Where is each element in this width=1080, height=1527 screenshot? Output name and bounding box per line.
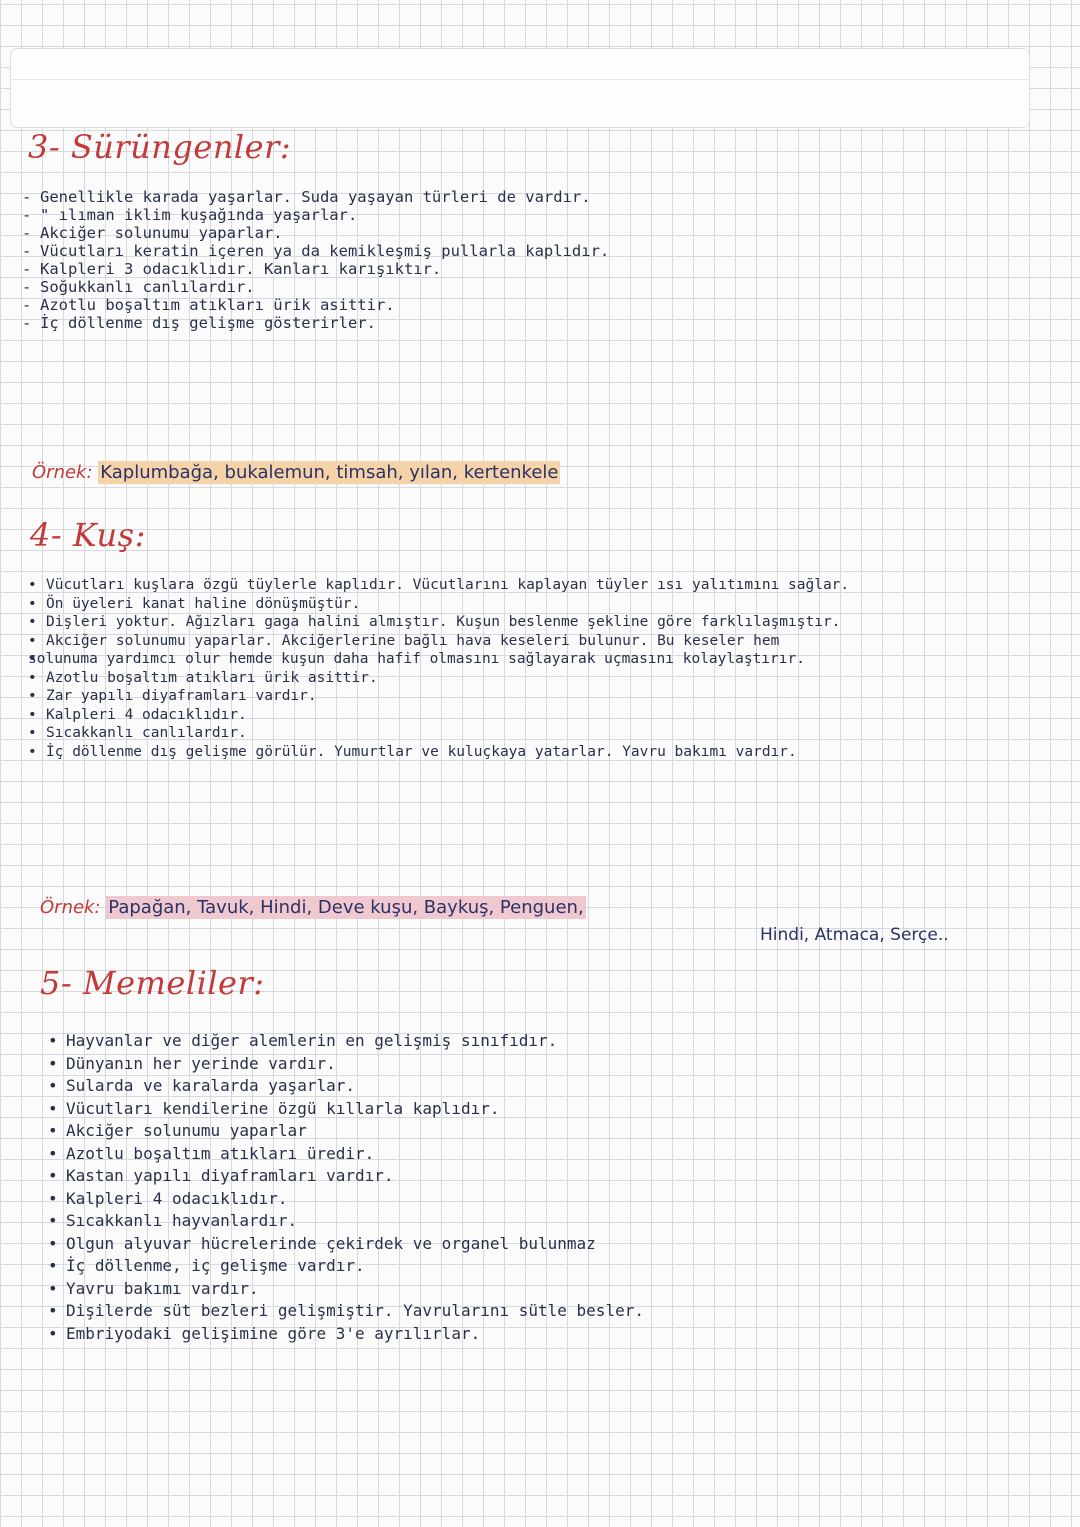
list-item: • Azotlu boşaltım atıkları ürik asittir.: [28, 669, 849, 688]
list-item: - İç döllenme dış gelişme gösterirler.: [22, 314, 609, 332]
list-item: - Azotlu boşaltım atıkları ürik asittir.: [22, 296, 609, 314]
header-rule: [11, 79, 1029, 80]
example-label: Örnek:: [40, 897, 101, 918]
list-item: - Vücutları keratin içeren ya da kemikleşmiş pullarla kaplıdır.: [22, 242, 609, 260]
list-item: • Sıcakkanlı canlılardır.: [28, 724, 849, 743]
list-item: • Yavru bakımı vardır.: [48, 1278, 644, 1301]
page-header-strip: [10, 48, 1030, 128]
list-item: • İç döllenme dış gelişme görülür. Yumurtlar ve kuluçkaya yatarlar. Yavru bakımı vardır.: [28, 743, 849, 762]
list-item: - " ılıman iklim kuşağında yaşarlar.: [22, 206, 609, 224]
example-text: Papağan, Tavuk, Hindi, Deve kuşu, Baykuş, Penguen,: [108, 897, 584, 918]
list-item: • Olgun alyuvar hücrelerinde çekirdek ve organel bulunmaz: [48, 1233, 644, 1256]
list-item: • Vücutları kendilerine özgü kıllarla kaplıdır.: [48, 1098, 644, 1121]
list-item: • Dişleri yoktur. Ağızları gaga halini almıştır. Kuşun beslenme şekline göre farklılaşmıştır.: [28, 613, 849, 632]
list-item: • Sıcakkanlı hayvanlardır.: [48, 1210, 644, 1233]
birds-heading: 4- Kuş:: [30, 516, 146, 554]
list-item: - Kalpleri 3 odacıklıdır. Kanları karışıktır.: [22, 260, 609, 278]
list-item: • Kalpleri 4 odacıklıdır.: [28, 706, 849, 725]
birds-example-extra: Hindi, Atmaca, Serçe..: [760, 925, 949, 945]
example-label: Örnek:: [32, 462, 93, 483]
list-item: • solunuma yardımcı olur hemde kuşun daha hafif olmasını sağlayarak uçmasını kolaylaştırır.: [28, 650, 849, 669]
list-item: • Hayvanlar ve diğer alemlerin en gelişmiş sınıfıdır.: [48, 1030, 644, 1053]
list-item: • Kalpleri 4 odacıklıdır.: [48, 1188, 644, 1211]
reptiles-list: [22, 188, 609, 332]
list-item: • Dişilerde süt bezleri gelişmiştir. Yavrularını sütle besler.: [48, 1300, 644, 1323]
reptiles-example: [32, 462, 560, 483]
birds-example: [40, 897, 586, 918]
list-item: - Akciğer solunumu yaparlar.: [22, 224, 609, 242]
list-item: • Sularda ve karalarda yaşarlar.: [48, 1075, 644, 1098]
list-item: • Kastan yapılı diyaframları vardır.: [48, 1165, 644, 1188]
reptiles-heading: 3- Sürüngenler:: [28, 128, 292, 166]
list-item: • Embriyodaki gelişimine göre 3'e ayrılırlar.: [48, 1323, 644, 1346]
list-item: • Akciğer solunumu yaparlar: [48, 1120, 644, 1143]
list-item: - Soğukkanlı canlılardır.: [22, 278, 609, 296]
list-item: • Akciğer solunumu yaparlar. Akciğerlerine bağlı hava keseleri bulunur. Bu keseler hem: [28, 632, 849, 651]
mammals-list: [48, 1030, 644, 1345]
list-item: • Azotlu boşaltım atıkları üredir.: [48, 1143, 644, 1166]
list-item: • Dünyanın her yerinde vardır.: [48, 1053, 644, 1076]
list-item: • Ön üyeleri kanat haline dönüşmüştür.: [28, 595, 849, 614]
birds-list: [28, 576, 849, 761]
list-item: - Genellikle karada yaşarlar. Suda yaşayan türleri de vardır.: [22, 188, 609, 206]
list-item: • Zar yapılı diyaframları vardır.: [28, 687, 849, 706]
example-text: Kaplumbağa, bukalemun, timsah, yılan, kertenkele: [100, 462, 559, 483]
mammals-heading: 5- Memeliler:: [40, 964, 265, 1002]
list-item: • İç döllenme, iç gelişme vardır.: [48, 1255, 644, 1278]
list-item: • Vücutları kuşlara özgü tüylerle kaplıdır. Vücutlarını kaplayan tüyler ısı yalıtımını sağlar.: [28, 576, 849, 595]
